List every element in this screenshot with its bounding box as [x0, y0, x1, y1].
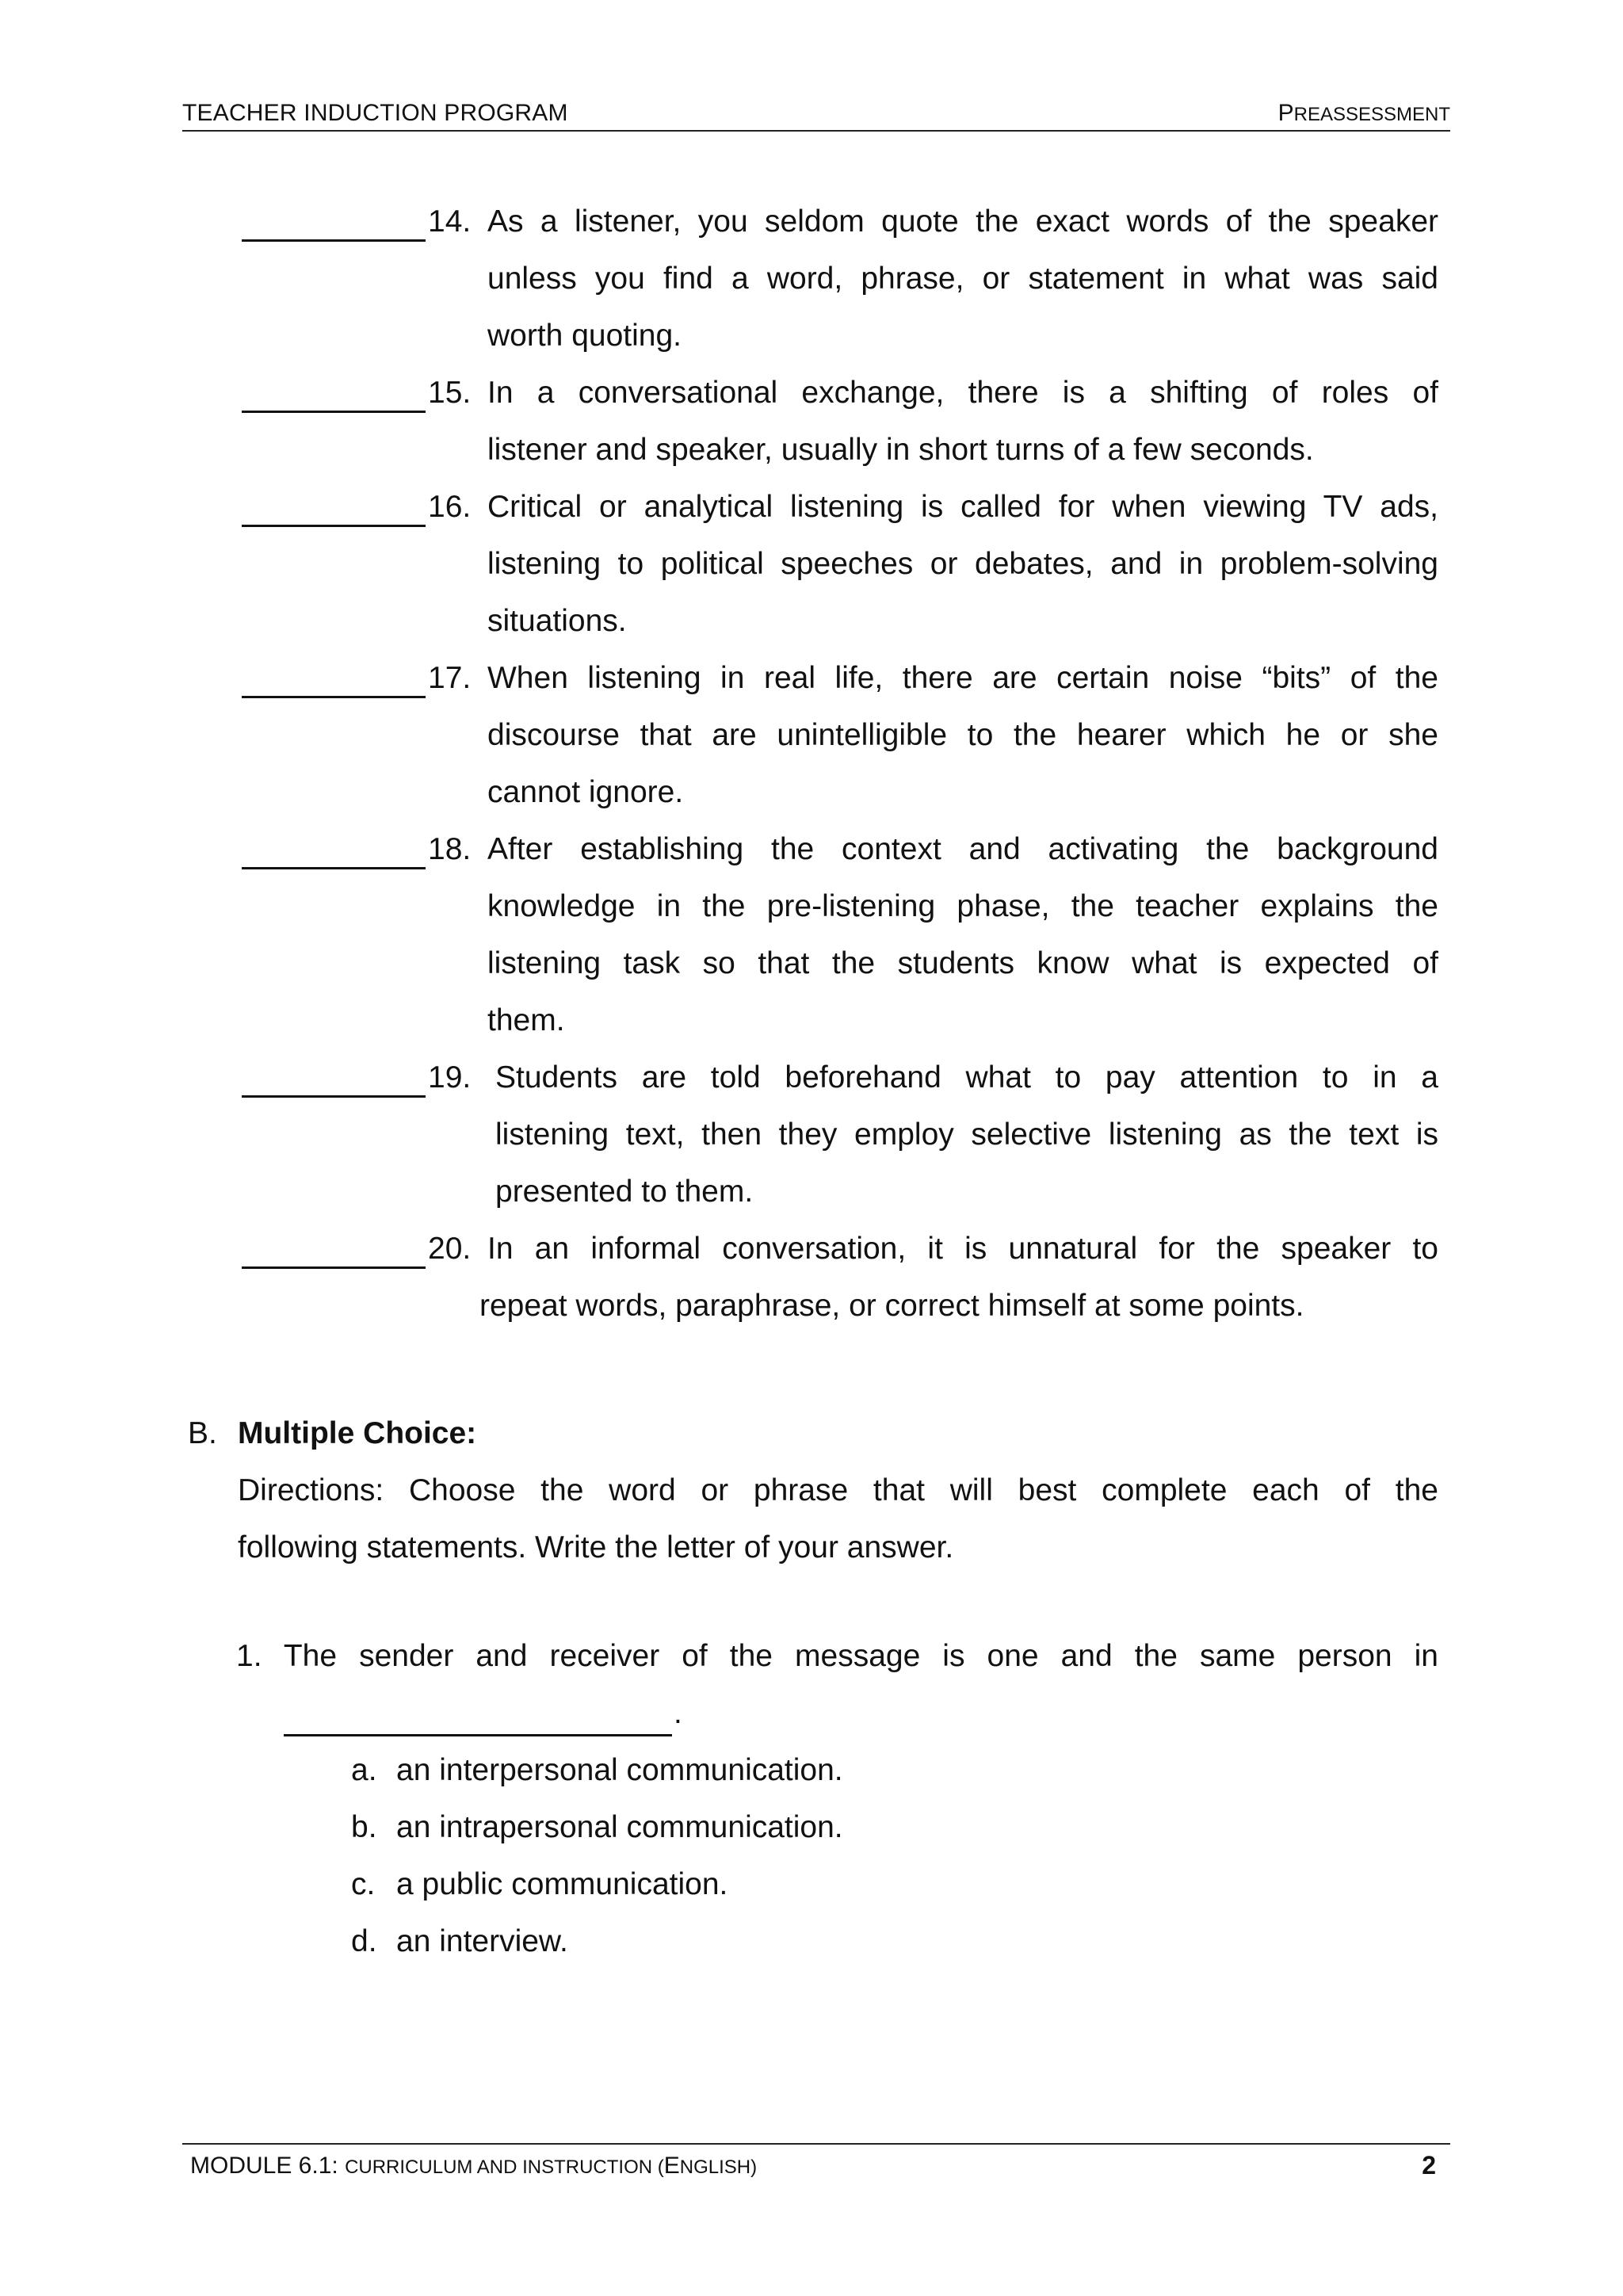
- item-text: Students are told beforehand what to pay attention to in a listening text, then they employ selective listening as the text is presented to them.: [495, 1060, 1438, 1209]
- answer-blank[interactable]: [242, 1051, 426, 1098]
- item-number: 17.: [428, 661, 472, 695]
- item-number: 19.: [428, 1060, 472, 1095]
- item-number: 20.: [428, 1232, 472, 1266]
- answer-blank[interactable]: [284, 1685, 672, 1736]
- item-text: As a listener, you seldom quote the exact words of the speaker unless you find a word, phrase, or statement in what was said worth quoting.: [487, 204, 1438, 353]
- page-header: [182, 98, 1450, 132]
- section-title: PREASSESSMENT: [1277, 100, 1450, 126]
- answer-blank[interactable]: [242, 823, 426, 869]
- item-text: Critical or analytical listening is called for when viewing TV ads, listening to political speeches or debates, and in problem-solving situations.: [487, 490, 1438, 638]
- item-text: After establishing the context and activating the background knowledge in the pre-listening phase, the teacher explains the listening task so that the students know what is expected of them.: [487, 832, 1438, 1037]
- item-number: 15.: [428, 376, 472, 410]
- answer-blank[interactable]: [242, 651, 426, 698]
- answer-blank[interactable]: [242, 366, 426, 413]
- item-text: In an informal conversation, it is unnatural for the speaker to repeat words, paraphrase, or correct himself at some points.: [479, 1232, 1438, 1323]
- true-false-item: [242, 479, 1438, 638]
- program-title: TEACHER INDUCTION PROGRAM: [182, 100, 568, 126]
- true-false-item: [242, 193, 1438, 353]
- answer-blank[interactable]: [242, 195, 426, 242]
- true-false-item: [242, 365, 1438, 467]
- true-false-item: [242, 1049, 1438, 1209]
- section-title-multiple-choice: Multiple Choice:: [238, 1416, 477, 1450]
- question-stem: 1. The sender and receiver of the message is one and the same person in: [236, 1639, 1438, 1673]
- directions: [238, 1462, 1438, 1576]
- multiple-choice-item: [236, 1628, 1438, 1730]
- item-text: In a conversational exchange, there is a shifting of roles of listener and speaker, usually in short turns of a few seconds.: [487, 376, 1438, 467]
- true-false-item: [242, 821, 1438, 1037]
- item-number: 14.: [428, 204, 472, 239]
- item-text: When listening in real life, there are certain noise “bits” of the discourse that are unintelligible to the hearer which he or she cannot ignore.: [487, 661, 1438, 809]
- answer-blank[interactable]: [242, 480, 426, 527]
- page-footer: [182, 2143, 1450, 2184]
- item-number: 18.: [428, 832, 472, 866]
- page-number: 2: [1422, 2151, 1436, 2179]
- true-false-item: [242, 650, 1438, 809]
- stem-period: .: [674, 1696, 682, 1730]
- module-label: MODULE 6.1: CURRICULUM AND INSTRUCTION (ENGLISH): [190, 2153, 758, 2179]
- true-false-item: [242, 1221, 1438, 1323]
- section-letter: B.: [188, 1416, 217, 1450]
- item-number: 16.: [428, 490, 472, 524]
- directions-line: following statements. Write the letter of your answer.: [238, 1530, 954, 1564]
- answer-blank[interactable]: [242, 1222, 426, 1269]
- directions-line: Directions: Choose the word or phrase that will best complete each of the: [238, 1473, 1438, 1507]
